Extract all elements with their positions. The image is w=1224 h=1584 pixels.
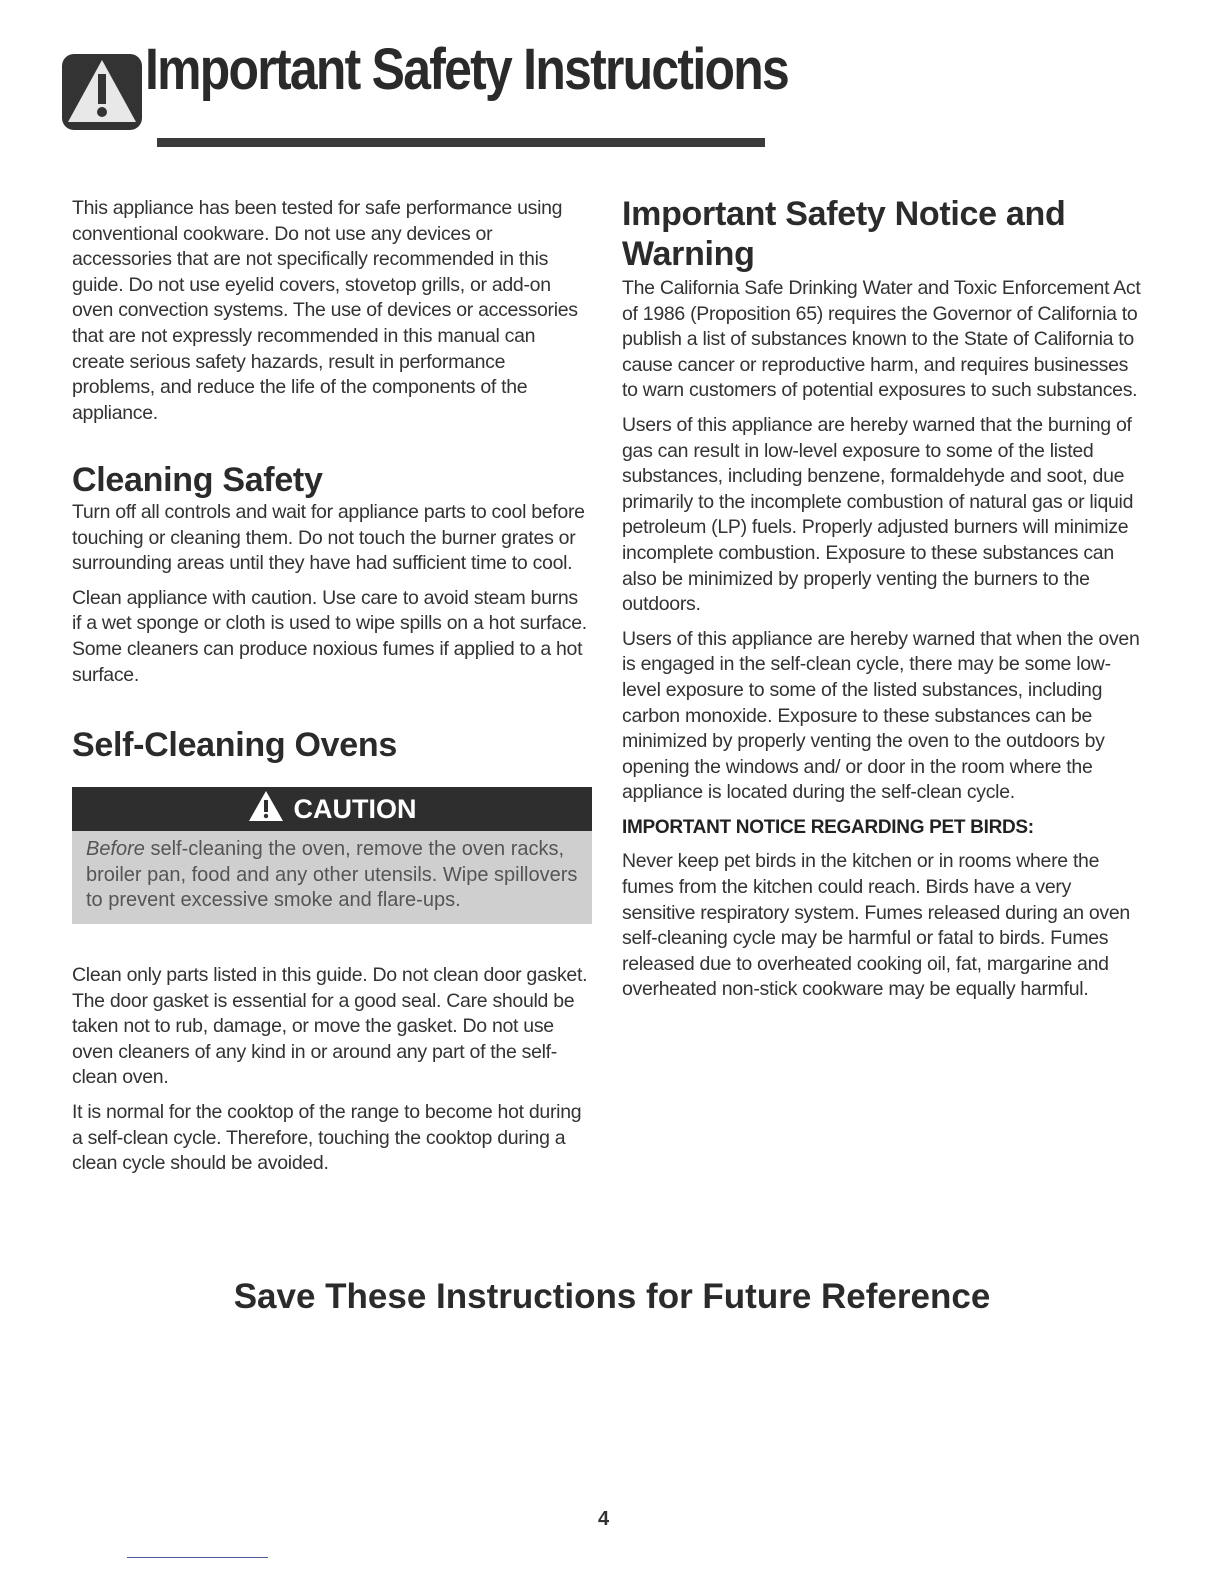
caution-text [72, 831, 592, 924]
warning-triangle-icon [248, 790, 284, 829]
pet-birds-text: Never keep pet birds in the kitchen or in rooms where the fumes from the kitchen could reach. Birds have a very sensitive respiratory system. Fumes released during an oven self-cleaning cycle may be harmful or fatal to birds. Fumes released due to overheated cooking oil, fat, margarine and overheated non-stick cookware may be equally harmful. [622, 850, 1130, 1001]
paragraph: Clean appliance with caution. Use care to avoid steam burns if a wet sponge or cloth is used to wipe spills on a hot surface. Some cleaners can produce noxious fumes if applied to a hot surface. [72, 586, 587, 686]
paragraph: Users of this appliance are hereby warned that the burning of gas can result in low-level exposure to some of the listed substances, including benzene, formaldehyde and soot, due primarily to the incomplete combustion of natural gas or liquid petroleum (LP) fuels. Properly adjusted burners will minimize incomplete combustion. Exposure to these substances can also be minimized by properly venting the burners to the outdoors. [622, 413, 1134, 616]
paragraph: Clean only parts listed in this guide. Do not clean door gasket. The door gasket is essential for a good seal. Care should be taken not to rub, damage, or move the gasket. Do not use oven cleaners of any kind in or around any part of the self-clean oven. [72, 964, 588, 1089]
warning-icon [60, 52, 144, 132]
caution-box [72, 787, 592, 924]
pet-birds-heading: IMPORTANT NOTICE REGARDING PET BIRDS: [622, 816, 1034, 838]
safety-notice-heading: Important Safety Notice and Warning [622, 195, 1066, 273]
cleaning-safety-section [72, 460, 592, 697]
caution-label: CAUTION [293, 793, 417, 824]
caution-body-text: self-cleaning the oven, remove the oven racks, broiler pan, food and any other utensils. Wipe spillovers to prevent excessive smoke and flare-ups. [86, 838, 578, 911]
footer-reminder: Save These Instructions for Future Reference [233, 1277, 991, 1316]
page-title: Important Safety Instructions [145, 37, 788, 102]
paragraph: The California Safe Drinking Water and Toxic Enforcement Act of 1986 (Proposition 65) requires the Governor of California to publish a list of substances known to the State of California to cause cancer or reproductive harm, and requires businesses to warn customers of potential exposures to such substances. [622, 277, 1141, 402]
caution-lead: Before [86, 838, 145, 860]
caution-header [72, 787, 592, 831]
self-cleaning-text [72, 963, 592, 1186]
intro-paragraph: This appliance has been tested for safe performance using conventional cookware. Do not use any devices or accessories that are not specifically recommended in this guide. Do not use eyelid covers, stovetop grills, or add-on oven convection systems. The use of devices or accessories that are not expressly recommended in this manual can create serious safety hazards, result in performance problems, and reduce the life of the components of the appliance. [72, 197, 578, 424]
paragraph: Turn off all controls and wait for appliance parts to cool before touching or cleaning them. Do not touch the burner grates or surrounding areas until they have had sufficient time to cool. [72, 501, 585, 575]
page-number: 4 [598, 1508, 610, 1530]
intro-text [72, 196, 592, 435]
footer-rule [127, 1557, 268, 1558]
self-cleaning-heading: Self-Cleaning Ovens [72, 726, 397, 764]
title-underline [157, 138, 765, 147]
safety-notice-section [622, 194, 1142, 1012]
paragraph: Users of this appliance are hereby warned that when the oven is engaged in the self-clean cycle, there may be some low-level exposure to some of the listed substances, including carbon monoxide. Exposure to these substances can be minimized by properly venting the oven to the outdoors by opening the windows and/ or door in the room where the appliance is located during the self-clean cycle. [622, 627, 1140, 804]
paragraph: It is normal for the cooktop of the range to become hot during a self-clean cycle. Therefore, touching the cooktop during a clean cycle should be avoided. [72, 1100, 582, 1175]
cleaning-safety-heading: Cleaning Safety [72, 461, 323, 499]
